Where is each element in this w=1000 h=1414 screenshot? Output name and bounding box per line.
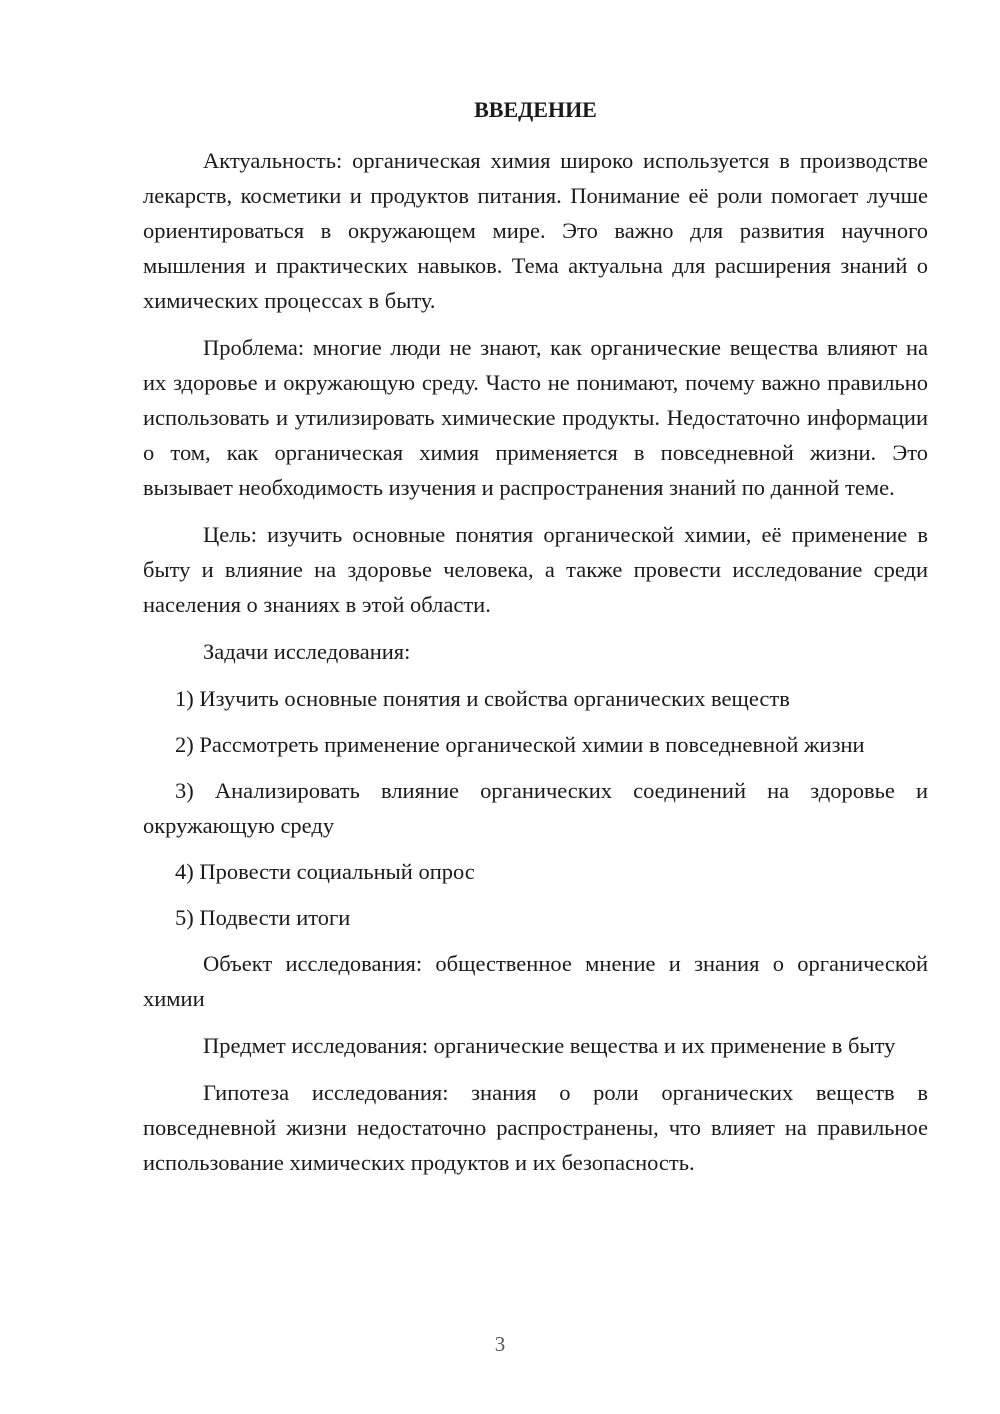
problem-paragraph: Проблема: многие люди не знают, как органические вещества влияют на их здоровье и окружающую среду. Часто не понимают, почему важно правильно использовать и утилизировать химические продукты. Недостаточно информации о том, как органическая химия применяется в повседневной жизни. Это вызывает необходимость изучения и распространения знаний по данной теме. xyxy=(143,335,928,500)
task-item: 4) Провести социальный опрос xyxy=(175,859,475,884)
task-item: 2) Рассмотреть применение органической химии в повседневной жизни xyxy=(175,732,865,757)
task-item: 3) Анализировать влияние органических соединений на здоровье и окружающую среду xyxy=(143,778,928,838)
hypothesis-paragraph: Гипотеза исследования: знания о роли органических веществ в повседневной жизни недостаточно распространены, что влияет на правильное использование химических продуктов и их безопасность. xyxy=(143,1080,928,1175)
section-title: ВВЕДЕНИЕ xyxy=(474,97,597,122)
task-item: 1) Изучить основные понятия и свойства органических веществ xyxy=(175,686,790,711)
relevance-paragraph: Актуальность: органическая химия широко используется в производстве лекарств, косметики и продуктов питания. Понимание её роли помогает лучше ориентироваться в окружающем мире. Это важно для развития научного мышления и практических навыков. Тема актуальна для расширения знаний о химических процессах в быту. xyxy=(143,148,928,313)
subject-paragraph: Предмет исследования: органические вещества и их применение в быту xyxy=(203,1033,896,1058)
task-item: 5) Подвести итоги xyxy=(175,905,351,930)
tasks-heading: Задачи исследования: xyxy=(203,639,411,664)
page-number: 3 xyxy=(494,1332,506,1356)
object-paragraph: Объект исследования: общественное мнение и знания о органической химии xyxy=(143,951,928,1011)
document-page xyxy=(143,92,928,1192)
goal-paragraph: Цель: изучить основные понятия органической химии, её применение в быту и влияние на здоровье человека, а также провести исследование среди населения о знаниях в этой области. xyxy=(143,522,928,617)
